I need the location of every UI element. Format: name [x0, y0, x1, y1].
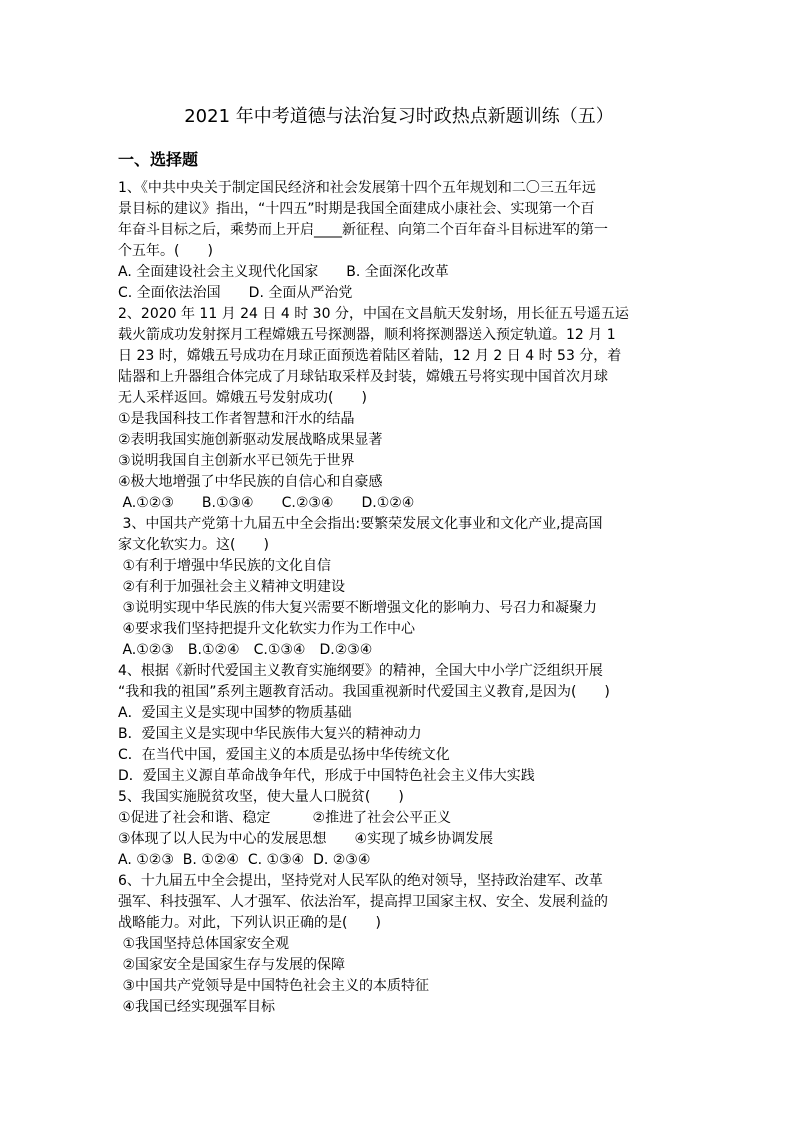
question-list [118, 178, 680, 1018]
document-page [118, 104, 680, 1018]
answer-option-line: A.①②③ B.①②④ C.①③④ D.②③④ [118, 642, 373, 658]
question-text-line: 4、根据《新时代爱国主义教育实施纲要》的精神，全国大中小学广泛组织开展 [118, 663, 603, 679]
question-text-line: ①我国坚持总体国家安全观 [118, 936, 290, 952]
question-text-line: 年奋斗目标之后，乘势而上开启____新征程、向第二个百年奋斗目标进军的第一 [118, 222, 608, 238]
answer-option-line: A．爱国主义是实现中国梦的物质基础 [118, 705, 352, 721]
question-text-line: 战略能力。对此，下列认识正确的是( ) [118, 915, 381, 931]
question-4 [118, 661, 680, 787]
section-heading: 一、选择题 [118, 150, 199, 169]
question-text-line: ②有利于加强社会主义精神文明建设 [118, 579, 346, 595]
question-text-line: ①是我国科技工作者智慧和汗水的结晶 [118, 411, 355, 427]
question-text-line: 载火箭成功发射探月工程嫦娥五号探测器，顺利将探测器送入预定轨道。12 月 1 [118, 327, 616, 343]
question-text-line: ④我国已经实现强军目标 [118, 999, 276, 1015]
question-text-line: “我和我的祖国”系列主题教育活动。我国重视新时代爱国主义教育,是因为( ) [118, 684, 610, 700]
question-5 [118, 787, 680, 871]
question-6 [118, 871, 680, 1018]
question-text-line: ②表明我国实施创新驱动发展战略成果显著 [118, 432, 383, 448]
question-text-line: 5、我国实施脱贫攻坚，使大量人口脱贫( ) [118, 789, 404, 805]
question-3 [118, 514, 680, 661]
question-text-line: ③体现了以人民为中心的发展思想 ④实现了城乡协调发展 [118, 831, 494, 847]
answer-option-line: C. 全面依法治国 D. 全面从严治党 [118, 285, 353, 301]
question-1 [118, 178, 680, 304]
question-text-line: 2、2020 年 11 月 24 日 4 时 30 分，中国在文昌航天发射场，用长征五号遥五运 [118, 306, 629, 322]
question-2 [118, 304, 680, 514]
question-text-line: 陆器和上升器组合体完成了月球钻取采样及封装，嫦娥五号将实现中国首次月球 [118, 369, 608, 385]
question-text-line: 无人采样返回。嫦娥五号发射成功( ) [118, 390, 367, 406]
question-text-line: ③说明我国自主创新水平已领先于世界 [118, 453, 355, 469]
question-text-line: 强军、科技强军、人才强军、依法治军，提高捍卫国家主权、安全、发展利益的 [118, 894, 608, 910]
question-text-line: 3、中国共产党第十九届五中全会指出:要繁荣发展文化事业和文化产业,提高国 [118, 516, 603, 532]
answer-option-line: B．爱国主义是实现中华民族伟大复兴的精神动力 [118, 726, 422, 742]
question-text-line: ④极大地增强了中华民族的自信心和自豪感 [118, 474, 383, 490]
question-text-line: ③中国共产党领导是中国特色社会主义的本质特征 [118, 978, 429, 994]
question-text-line: 日 23 时，嫦娥五号成功在月球正面预选着陆区着陆，12 月 2 日 4 时 53 分，着 [118, 348, 622, 364]
question-text-line: ①有利于增强中华民族的文化自信 [118, 558, 332, 574]
question-text-line: ③说明实现中华民族的伟大复兴需要不断增强文化的影响力、号召力和凝聚力 [118, 600, 597, 616]
question-text-line: 个五年。( ) [118, 243, 213, 259]
answer-option-line: A. ①②③ B. ①②④ C. ①③④ D. ②③④ [118, 852, 371, 868]
question-text-line: 家文化软实力。这( ) [118, 537, 269, 553]
answer-option-line: D．爱国主义源自革命战争年代，形成于中国特色社会主义伟大实践 [118, 768, 535, 784]
question-text-line: 6、十九届五中全会提出，坚持党对人民军队的绝对领导，坚持政治建军、改革 [118, 873, 603, 889]
answer-option-line: A. 全面建设社会主义现代化国家 B. 全面深化改革 [118, 264, 449, 280]
answer-option-line: A.①②③ B.①③④ C.②③④ D.①②④ [118, 495, 415, 511]
question-text-line: 1、《中共中央关于制定国民经济和社会发展第十四个五年规划和二〇三五年远 [118, 180, 596, 196]
question-text-line: ①促进了社会和谐、稳定 ②推进了社会公平正义 [118, 810, 452, 826]
answer-option-line: C．在当代中国，爱国主义的本质是弘扬中华传统文化 [118, 747, 450, 763]
question-text-line: ④要求我们坚持把提升文化软实力作为工作中心 [118, 621, 415, 637]
question-text-line: ②国家安全是国家生存与发展的保障 [118, 957, 346, 973]
document-title: 2021 年中考道德与法治复习时政热点新题训练（五） [184, 106, 614, 127]
question-text-line: 景目标的建议》指出，“十四五”时期是我国全面建成小康社会、实现第一个百 [118, 201, 595, 217]
